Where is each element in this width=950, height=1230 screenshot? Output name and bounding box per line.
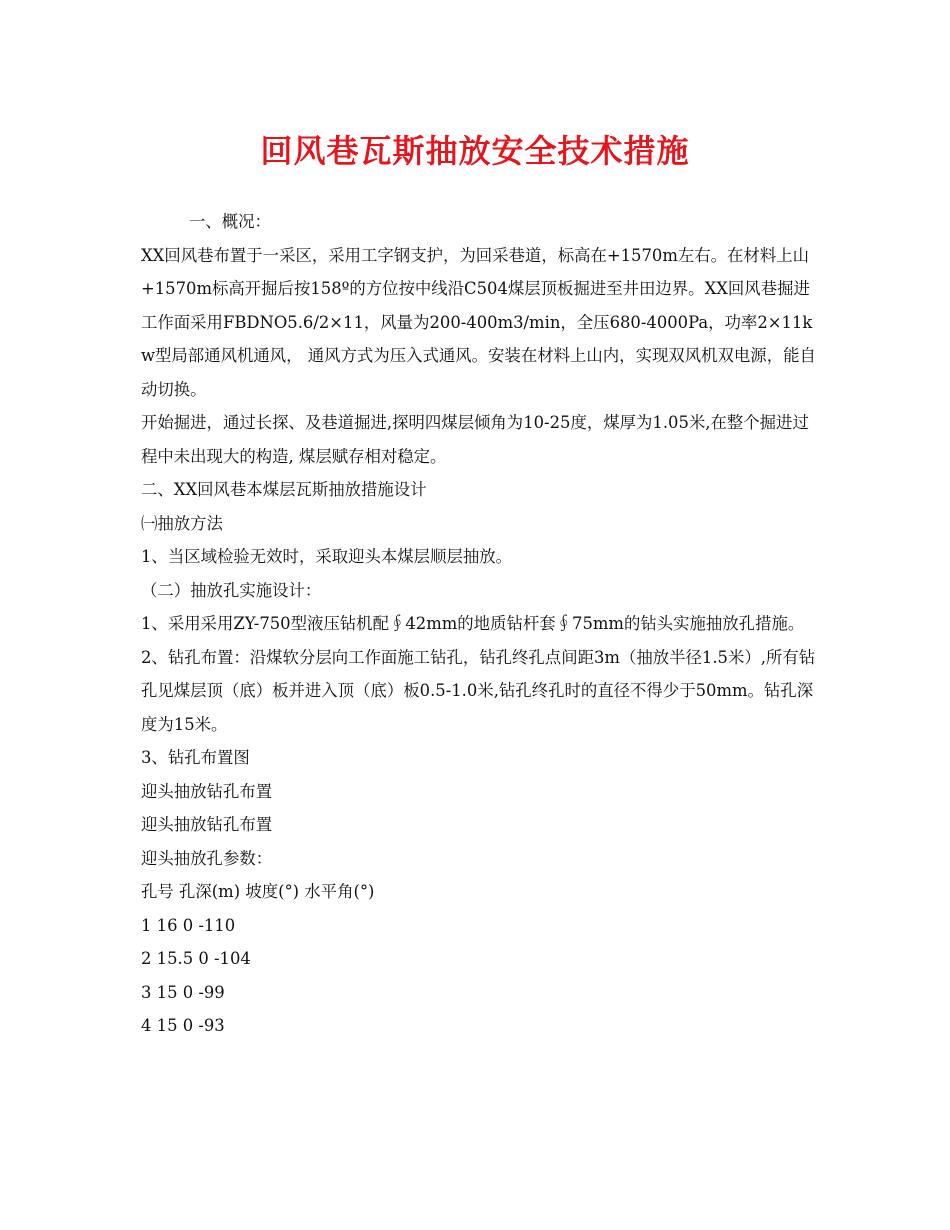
- param-table-row: 1 16 0 -110: [141, 915, 236, 935]
- figure-caption-1: 迎头抽放钻孔布置: [141, 781, 273, 801]
- param-table-header: 孔号 孔深(m) 坡度(°) 水平角(°): [141, 882, 375, 901]
- paragraph-method-1: 1、当区域检验无效时，采取迎头本煤层顺层抽放。: [141, 547, 513, 566]
- param-table-row: 4 15 0 -93: [141, 1016, 225, 1035]
- subheading-method: ㈠抽放方法: [141, 513, 223, 533]
- param-table-caption: 迎头抽放孔参数：: [141, 848, 273, 868]
- paragraph-implementation-1: 1、采用采用ZY-750型液压钻机配∮42mm的地质钻杆套∮75mm的钻头实施抽放孔措施。: [141, 614, 805, 633]
- document-body: [141, 205, 821, 1043]
- page-title: 回风巷瓦斯抽放安全技术措施: [260, 132, 690, 170]
- section-heading-design: 二、XX回风巷本煤层瓦斯抽放措施设计: [141, 480, 427, 499]
- param-table-row: 3 15 0 -99: [141, 982, 225, 1002]
- paragraph-overview: XX回风巷布置于一采区，采用工字钢支护，为回采巷道，标高在+1570m左右。在材料上山+1570m标高开掘后按158º的方位按中线沿C504煤层顶板掘进至井田边界。XX回风巷掘进工作面采用FBDNO5.6/2×11，风量为200-400m3/min，全压680-4000Pa，功率2×11kw型局部通风机通风， 通风方式为压入式通风。安装在材料上山内，实现双风机双电源，能自动切换。: [141, 245, 816, 399]
- paragraph-implementation-2: 2、钻孔布置：沿煤软分层向工作面施工钻孔，钻孔终孔点间距3m（抽放半径1.5米）,所有钻孔见煤层顶（底）板并进入顶（底）板0.5-1.0米,钻孔终孔时的直径不得少于50mm。钻孔深度为15米。: [141, 647, 816, 734]
- paragraph-excavation: 开始掘进，通过长探、及巷道掘进,探明四煤层倾角为10-25度，煤厚为1.05米,在整个掘进过程中未出现大的构造, 煤层赋存相对稳定。: [141, 413, 809, 466]
- paragraph-implementation-3: 3、钻孔布置图: [141, 748, 250, 767]
- subheading-implementation: （二）抽放孔实施设计：: [141, 580, 322, 600]
- figure-caption-2: 迎头抽放钻孔布置: [141, 815, 273, 834]
- param-table-row: 2 15.5 0 -104: [141, 949, 251, 968]
- section-heading-overview: 一、概况：: [189, 212, 271, 231]
